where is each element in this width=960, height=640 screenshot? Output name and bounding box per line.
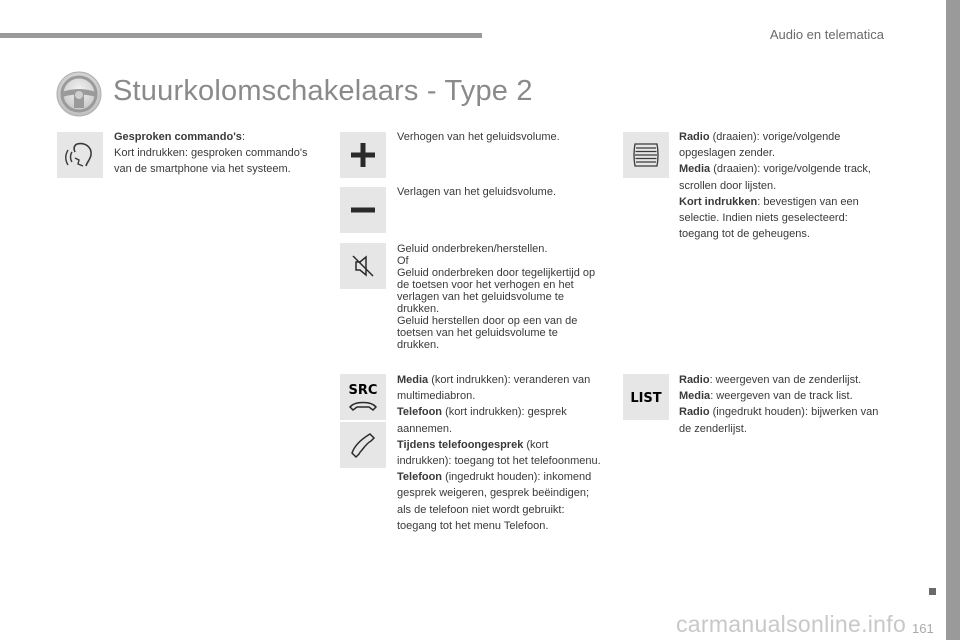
mute-icon: [347, 250, 379, 282]
list-part: [679, 388, 889, 404]
volume-up-description: Verhogen van het geluidsvolume.: [397, 131, 560, 143]
list-part-label: Radio: [679, 406, 710, 419]
list-description: [679, 372, 889, 437]
page-title: Stuurkolomschakelaars - Type 2: [113, 75, 533, 107]
list-part-text: : weergeven van de track list.: [710, 390, 853, 403]
voice-command-description: [114, 129, 324, 178]
header-rule: [0, 33, 482, 38]
voice-command-label: Gesproken commando's: [114, 131, 242, 143]
wheel-part-text: : bevestigen van een selectie. Indien niets geselecteerd: toegang tot de geheugens.: [679, 195, 859, 241]
scroll-wheel-button: [623, 132, 669, 178]
src-part: [397, 437, 605, 469]
src-button: [340, 374, 386, 420]
page-edge-band: [946, 0, 960, 640]
src-part-label: Media: [397, 374, 429, 386]
src-icon-label: SRC: [348, 383, 378, 398]
src-phone-icon: [343, 377, 383, 417]
src-part-text: (kort indrukken): gesprek aannemen.: [397, 406, 567, 435]
list-icon-label: LIST: [630, 391, 662, 406]
src-description: [397, 372, 605, 534]
steering-wheel-icon: [55, 70, 103, 118]
list-part-label: Media: [679, 390, 711, 403]
scroll-wheel-icon: [630, 139, 662, 171]
src-part-label: Telefoon: [397, 406, 443, 419]
src-part-text: (kort indrukken): toegang tot het telefoonmenu.: [397, 438, 601, 468]
list-part-label: Radio: [679, 374, 710, 386]
scroll-wheel-description: [679, 129, 889, 242]
volume-up-button: [340, 132, 386, 178]
list-part: [679, 404, 889, 436]
page-number: 161: [912, 621, 934, 636]
mute-line: Geluid onderbreken/herstellen.: [397, 243, 548, 255]
wheel-part-text: (draaien): vorige/volgende track, scrollen door lijsten.: [679, 163, 871, 192]
wheel-part-label: Kort indrukken: [679, 195, 758, 208]
src-part: [397, 372, 605, 404]
wheel-part: [679, 161, 889, 193]
src-part-label: Tijdens telefoongesprek: [397, 438, 524, 451]
phone-handset-icon: [348, 430, 378, 460]
list-part-text: : weergeven van de zenderlijst.: [709, 374, 862, 386]
voice-command-button: [57, 132, 103, 178]
src-part: [397, 469, 605, 534]
list-part-text: (ingedrukt houden): bijwerken van de zenderlijst.: [679, 406, 879, 435]
minus-icon: [348, 195, 378, 225]
mute-description: [397, 243, 602, 351]
watermark: carmanualsonline.info: [676, 611, 907, 637]
wheel-part-label: Media: [679, 163, 711, 176]
src-part: [397, 404, 605, 436]
volume-down-button: [340, 187, 386, 233]
voice-command-text: : Kort indrukken: gesproken commando's van de smartphone via het systeem.: [114, 131, 308, 176]
mute-line: Geluid onderbreken door tegelijkertijd op de toetsen voor het verhogen en het verlagen van het geluidsvolume te drukken.: [397, 267, 596, 315]
voice-command-icon: [63, 138, 97, 172]
list-part: [679, 372, 889, 388]
phone-button: [340, 422, 386, 468]
src-part-label: Telefoon: [397, 471, 443, 484]
mute-line: Of: [397, 255, 409, 267]
src-part-text: (ingedrukt houden): inkomend gesprek weigeren, gesprek beëindigen; als de telefoon niet wordt gebruikt: toegang tot het menu Telefoon.: [397, 471, 592, 532]
wheel-part-text: (draaien): vorige/volgende opgeslagen zender.: [679, 131, 841, 160]
list-icon: [626, 382, 666, 412]
list-button: [623, 374, 669, 420]
plus-icon: [348, 140, 378, 170]
wheel-part-label: Radio: [679, 131, 710, 143]
volume-down-description: Verlagen van het geluidsvolume.: [397, 186, 556, 198]
mute-button: [340, 243, 386, 289]
section-header: Audio en telematica: [769, 27, 884, 42]
wheel-part: [679, 194, 889, 243]
wheel-part: [679, 129, 889, 161]
mute-line: Geluid herstellen door op een van de toetsen van het geluidsvolume te drukken.: [397, 315, 578, 351]
src-part-text: (kort indrukken): veranderen van multimediabron.: [397, 374, 591, 403]
page-marker: [929, 588, 936, 595]
